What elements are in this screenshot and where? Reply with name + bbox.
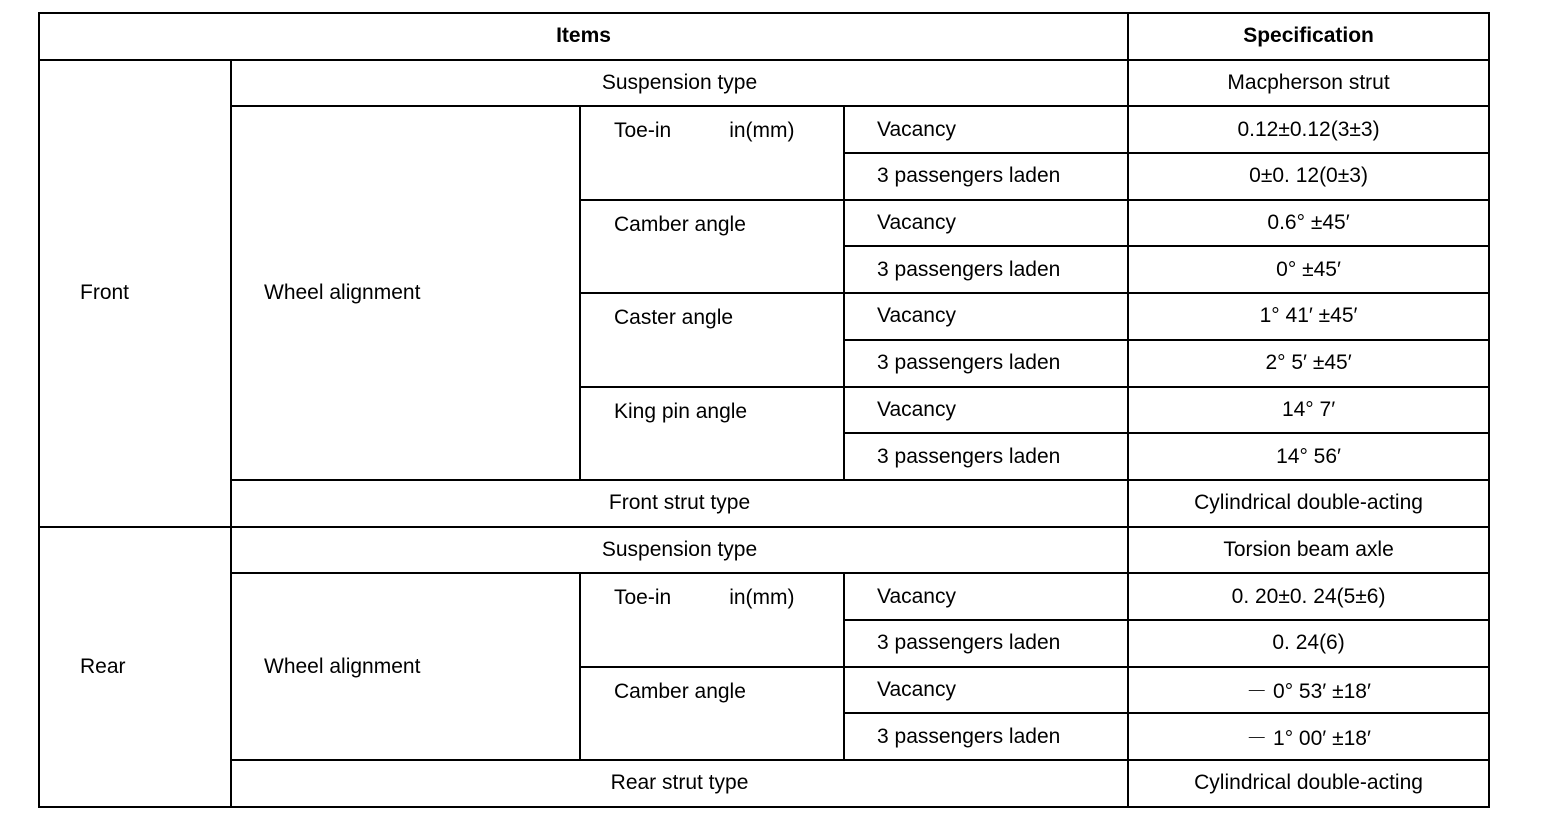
toe-in-text: Toe-in <box>614 119 672 143</box>
condition-laden: 3 passengers laden <box>844 433 1128 480</box>
condition-vacancy: Vacancy <box>844 667 1128 714</box>
condition-vacancy: Vacancy <box>844 573 1128 620</box>
table-row <box>39 480 1489 527</box>
front-camber-angle-label: Camber angle <box>580 200 844 293</box>
table-row <box>39 527 1489 574</box>
spec-value: 0. 24(6) <box>1128 620 1489 667</box>
rear-suspension-type-value: Torsion beam axle <box>1128 527 1489 574</box>
condition-laden: 3 passengers laden <box>844 713 1128 760</box>
spec-value: 0.12±0.12(3±3) <box>1128 106 1489 153</box>
items-header: Items <box>39 13 1128 60</box>
condition-vacancy: Vacancy <box>844 293 1128 340</box>
front-suspension-type-label: Suspension type <box>231 60 1128 107</box>
front-strut-type-label: Front strut type <box>231 480 1128 527</box>
specification-header: Specification <box>1128 13 1489 60</box>
spec-value: 2° 5′ ±45′ <box>1128 340 1489 387</box>
table-row <box>39 573 1489 620</box>
spec-value: 0° ±45′ <box>1128 246 1489 293</box>
condition-laden: 3 passengers laden <box>844 340 1128 387</box>
table-row <box>39 760 1489 807</box>
spec-value: － 1° 00′ ±18′ <box>1128 713 1489 760</box>
table-row <box>39 106 1489 153</box>
spec-value: 14° 56′ <box>1128 433 1489 480</box>
specification-table <box>38 12 1490 808</box>
front-section-label: Front <box>39 60 231 527</box>
toe-in-text: Toe-in <box>614 586 672 610</box>
condition-vacancy: Vacancy <box>844 106 1128 153</box>
condition-laden: 3 passengers laden <box>844 153 1128 200</box>
header-row <box>39 13 1489 60</box>
spec-value: 14° 7′ <box>1128 387 1489 434</box>
rear-suspension-type-label: Suspension type <box>231 527 1128 574</box>
spec-value: 1° 41′ ±45′ <box>1128 293 1489 340</box>
front-strut-type-value: Cylindrical double-acting <box>1128 480 1489 527</box>
rear-section-label: Rear <box>39 527 231 807</box>
toe-in-unit: in(mm) <box>729 119 795 143</box>
condition-laden: 3 passengers laden <box>844 246 1128 293</box>
front-king-pin-angle-label: King pin angle <box>580 387 844 480</box>
toe-in-unit: in(mm) <box>729 586 795 610</box>
condition-vacancy: Vacancy <box>844 387 1128 434</box>
rear-strut-type-label: Rear strut type <box>231 760 1128 807</box>
condition-vacancy: Vacancy <box>844 200 1128 247</box>
table-row <box>39 60 1489 107</box>
spec-value: 0. 20±0. 24(5±6) <box>1128 573 1489 620</box>
rear-toe-in-label <box>580 573 844 666</box>
spec-value: － 0° 53′ ±18′ <box>1128 667 1489 714</box>
front-toe-in-label <box>580 106 844 199</box>
front-suspension-type-value: Macpherson strut <box>1128 60 1489 107</box>
rear-strut-type-value: Cylindrical double-acting <box>1128 760 1489 807</box>
front-wheel-alignment-label: Wheel alignment <box>231 106 580 480</box>
spec-value: 0.6° ±45′ <box>1128 200 1489 247</box>
rear-camber-angle-label: Camber angle <box>580 667 844 760</box>
rear-wheel-alignment-label: Wheel alignment <box>231 573 580 760</box>
condition-laden: 3 passengers laden <box>844 620 1128 667</box>
spec-value: 0±0. 12(0±3) <box>1128 153 1489 200</box>
front-caster-angle-label: Caster angle <box>580 293 844 386</box>
